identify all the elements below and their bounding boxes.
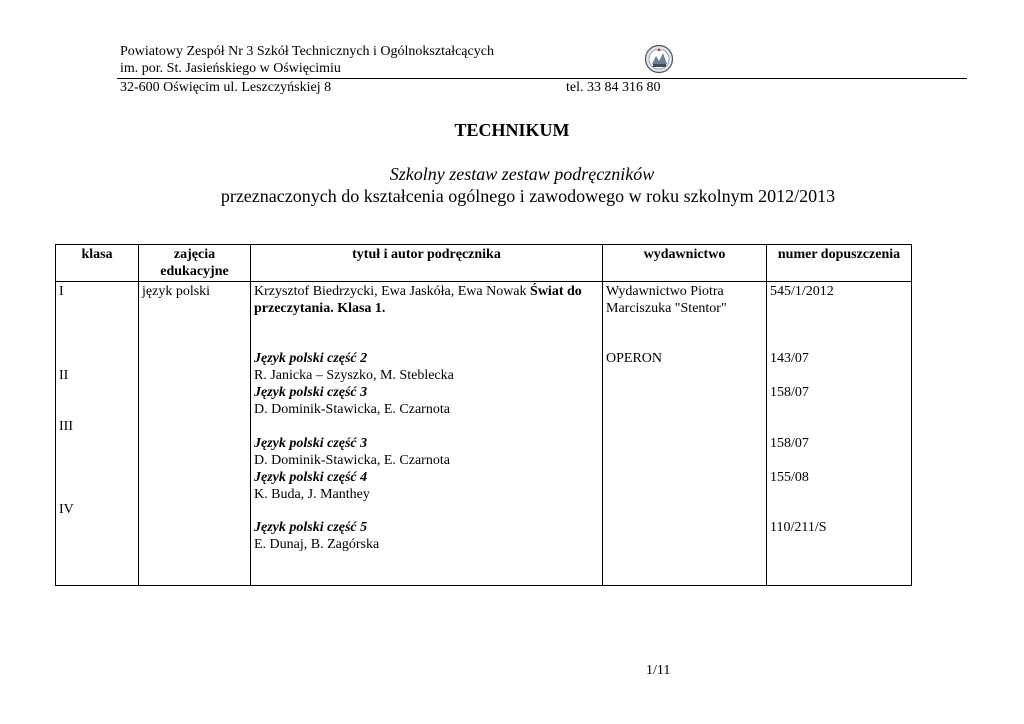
page-number: 1/11 (646, 663, 671, 678)
book4-authors: D. Dominik-Stawicka, E. Czarnota (254, 453, 450, 468)
klasa-cell (56, 282, 139, 586)
book4-title: Język polski część 3 (254, 436, 368, 451)
book5-authors: K. Buda, J. Manthey (254, 487, 370, 502)
textbook-table (55, 244, 912, 586)
approval-number-3: 158/07 (770, 385, 809, 400)
book1-title-end: przeczytania. Klasa 1. (254, 301, 386, 316)
book2-authors: R. Janicka – Szyszko, M. Steblecka (254, 368, 454, 383)
book1-authors: Krzysztof Biedrzycki, Ewa Jaskóła, Ewa Nowak (254, 284, 527, 299)
header-zajecia (139, 245, 251, 282)
page-subtitle-italic: Szkolny zestaw zestaw podręczników (389, 164, 655, 184)
school-name: Powiatowy Zespół Nr 3 Szkół Technicznych i Ogólnokształcących (120, 44, 494, 59)
header-zajecia-line1: zajęcia (173, 247, 216, 262)
school-phone: tel. 33 84 316 80 (566, 80, 661, 95)
approval-number-cell (767, 282, 912, 586)
title-author-cell (251, 282, 603, 586)
table-header-row (56, 245, 912, 282)
publisher-cell (603, 282, 767, 586)
header-zajecia-line2: edukacyjne (160, 264, 229, 279)
header-wydawnictwo: wydawnictwo (603, 245, 767, 282)
book6-authors: E. Dunaj, B. Zagórska (254, 537, 380, 552)
header-numer: numer dopuszczenia (767, 245, 912, 282)
class-iv: IV (59, 502, 74, 517)
class-ii: II (59, 368, 69, 383)
book2-title: Język polski część 2 (254, 351, 368, 366)
book3-authors: D. Dominik-Stawicka, E. Czarnota (254, 402, 450, 417)
publisher1-line2: Marciszuka "Stentor" (606, 301, 727, 316)
school-logo-icon (644, 44, 674, 74)
approval-number-1: 545/1/2012 (770, 284, 834, 299)
approval-number-6: 110/211/S (770, 520, 827, 535)
header-divider (117, 78, 967, 79)
class-i: I (59, 284, 64, 299)
book5-title: Język polski część 4 (254, 470, 368, 485)
approval-number-5: 155/08 (770, 470, 809, 485)
publisher1-line1: Wydawnictwo Piotra (606, 284, 724, 299)
approval-number-4: 158/07 (770, 436, 809, 451)
approval-number-2: 143/07 (770, 351, 809, 366)
class-iii: III (59, 419, 73, 434)
book3-title: Język polski część 3 (254, 385, 368, 400)
subject-cell (139, 282, 251, 586)
book6-title: Język polski część 5 (254, 520, 368, 535)
header-tytul: tytuł i autor podręcznika (251, 245, 603, 282)
subject-name: język polski (142, 284, 211, 299)
page-title: TECHNIKUM (454, 120, 570, 140)
page-subtitle: przeznaczonych do kształcenia ogólnego i zawodowego w roku szkolnym 2012/2013 (220, 186, 836, 206)
book1-title-start: Świat do (530, 284, 582, 299)
school-address: 32-600 Oświęcim ul. Leszczyńskiej 8 (120, 80, 332, 95)
book1-line1 (254, 283, 582, 300)
school-patron: im. por. St. Jasieńskiego w Oświęcimiu (120, 61, 341, 76)
publisher2: OPERON (606, 351, 663, 366)
header-klasa: klasa (56, 245, 139, 282)
table-row (56, 282, 912, 586)
